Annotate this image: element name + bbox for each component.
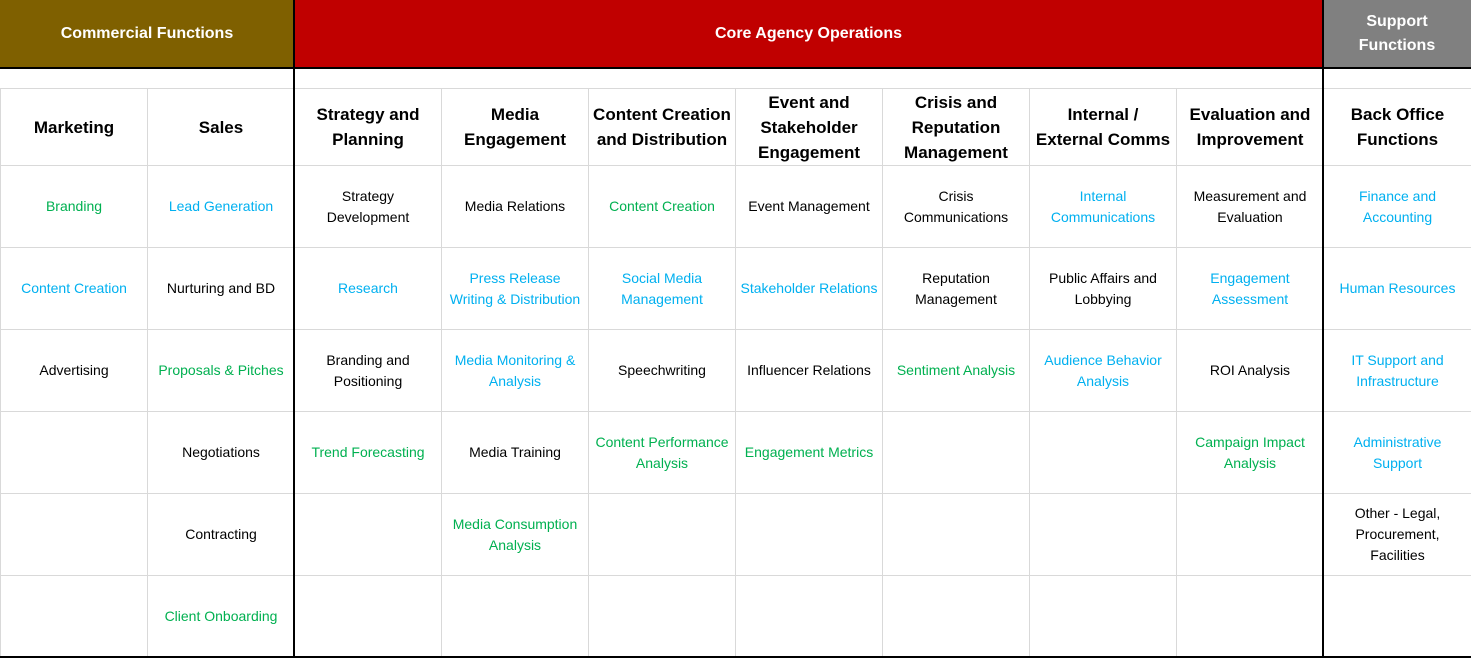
empty-cell bbox=[736, 576, 883, 658]
table-cell: Event Management bbox=[736, 166, 883, 248]
core-agency-operations-title: Core Agency Operations bbox=[714, 24, 902, 42]
empty-cell bbox=[883, 412, 1030, 494]
empty-cell bbox=[589, 576, 736, 658]
column-header-media-engagement: Media Engagement bbox=[442, 89, 589, 166]
table-cell: ROI Analysis bbox=[1177, 330, 1324, 412]
table-row bbox=[1, 494, 1471, 576]
commercial-functions-title: Commercial Functions bbox=[60, 24, 234, 42]
empty-cell bbox=[1177, 576, 1324, 658]
table-cell: Media Training bbox=[442, 412, 589, 494]
table-cell: Other - Legal, Procurement, Facilities bbox=[1324, 494, 1471, 576]
support-functions-title: Support Functions bbox=[1358, 12, 1436, 54]
table-cell: Public Affairs and Lobbying bbox=[1030, 248, 1177, 330]
table-cell: Content Creation bbox=[589, 166, 736, 248]
table-cell: Crisis Communications bbox=[883, 166, 1030, 248]
table-cell: Administrative Support bbox=[1324, 412, 1471, 494]
empty-cell bbox=[1030, 412, 1177, 494]
table-cell: Engagement Assessment bbox=[1177, 248, 1324, 330]
empty-cell bbox=[1030, 494, 1177, 576]
table-cell: Sentiment Analysis bbox=[883, 330, 1030, 412]
column-header-sales: Sales bbox=[148, 89, 295, 166]
table-cell: Media Consumption Analysis bbox=[442, 494, 589, 576]
table-cell: Branding and Positioning bbox=[295, 330, 442, 412]
column-header-content-creation-and-distribution: Content Creation and Distribution bbox=[589, 89, 736, 166]
table-cell: Media Relations bbox=[442, 166, 589, 248]
table-cell: Proposals & Pitches bbox=[148, 330, 295, 412]
empty-cell bbox=[295, 576, 442, 658]
functions-table bbox=[0, 88, 1471, 658]
table-cell: Research bbox=[295, 248, 442, 330]
table-cell: Engagement Metrics bbox=[736, 412, 883, 494]
column-header-marketing: Marketing bbox=[1, 89, 148, 166]
table-cell: Speechwriting bbox=[589, 330, 736, 412]
table-cell: Finance and Accounting bbox=[1324, 166, 1471, 248]
column-header-evaluation-and-improvement: Evaluation and Improvement bbox=[1177, 89, 1324, 166]
column-header-event-and-stakeholder-engagement: Event and Stakeholder Engagement bbox=[736, 89, 883, 166]
column-header-back-office-functions: Back Office Functions bbox=[1324, 89, 1471, 166]
empty-cell bbox=[1177, 494, 1324, 576]
empty-cell bbox=[1324, 576, 1471, 658]
table-cell: Strategy Development bbox=[295, 166, 442, 248]
empty-cell bbox=[1030, 576, 1177, 658]
table-row bbox=[1, 576, 1471, 658]
table-cell: Advertising bbox=[1, 330, 148, 412]
empty-cell bbox=[589, 494, 736, 576]
column-header-strategy-and-planning: Strategy and Planning bbox=[295, 89, 442, 166]
table-cell: Social Media Management bbox=[589, 248, 736, 330]
empty-cell bbox=[883, 576, 1030, 658]
table-row bbox=[1, 412, 1471, 494]
table-cell: Audience Behavior Analysis bbox=[1030, 330, 1177, 412]
table-row bbox=[1, 248, 1471, 330]
table-cell: Human Resources bbox=[1324, 248, 1471, 330]
core-support-divider bbox=[1322, 0, 1324, 658]
table-cell: Nurturing and BD bbox=[148, 248, 295, 330]
table-cell: Campaign Impact Analysis bbox=[1177, 412, 1324, 494]
commercial-functions-band bbox=[0, 0, 294, 67]
empty-cell bbox=[442, 576, 589, 658]
commercial-core-divider bbox=[293, 0, 295, 658]
empty-cell bbox=[1, 412, 148, 494]
empty-cell bbox=[1, 494, 148, 576]
core-agency-operations-band bbox=[294, 0, 1323, 67]
table-cell: Content Performance Analysis bbox=[589, 412, 736, 494]
table-cell: Trend Forecasting bbox=[295, 412, 442, 494]
table-cell: Client Onboarding bbox=[148, 576, 295, 658]
table-cell: Internal Communications bbox=[1030, 166, 1177, 248]
table-cell: Branding bbox=[1, 166, 148, 248]
table-cell: Content Creation bbox=[1, 248, 148, 330]
support-functions-band bbox=[1323, 0, 1471, 67]
table-cell: Measurement and Evaluation bbox=[1177, 166, 1324, 248]
empty-cell bbox=[1, 576, 148, 658]
table-cell: Contracting bbox=[148, 494, 295, 576]
table-cell: Negotiations bbox=[148, 412, 295, 494]
table-cell: Influencer Relations bbox=[736, 330, 883, 412]
table-row bbox=[1, 166, 1471, 248]
empty-cell bbox=[295, 494, 442, 576]
empty-cell bbox=[736, 494, 883, 576]
band-divider-line bbox=[0, 67, 1471, 69]
table-cell: Stakeholder Relations bbox=[736, 248, 883, 330]
empty-cell bbox=[883, 494, 1030, 576]
column-header-internal-external-comms: Internal / External Comms bbox=[1030, 89, 1177, 166]
table-cell: Reputation Management bbox=[883, 248, 1030, 330]
table-cell: IT Support and Infrastructure bbox=[1324, 330, 1471, 412]
table-cell: Press Release Writing & Distribution bbox=[442, 248, 589, 330]
table-row bbox=[1, 330, 1471, 412]
table-cell: Lead Generation bbox=[148, 166, 295, 248]
column-header-crisis-and-reputation-management: Crisis and Reputation Management bbox=[883, 89, 1030, 166]
table-cell: Media Monitoring & Analysis bbox=[442, 330, 589, 412]
column-header-row bbox=[1, 89, 1471, 166]
